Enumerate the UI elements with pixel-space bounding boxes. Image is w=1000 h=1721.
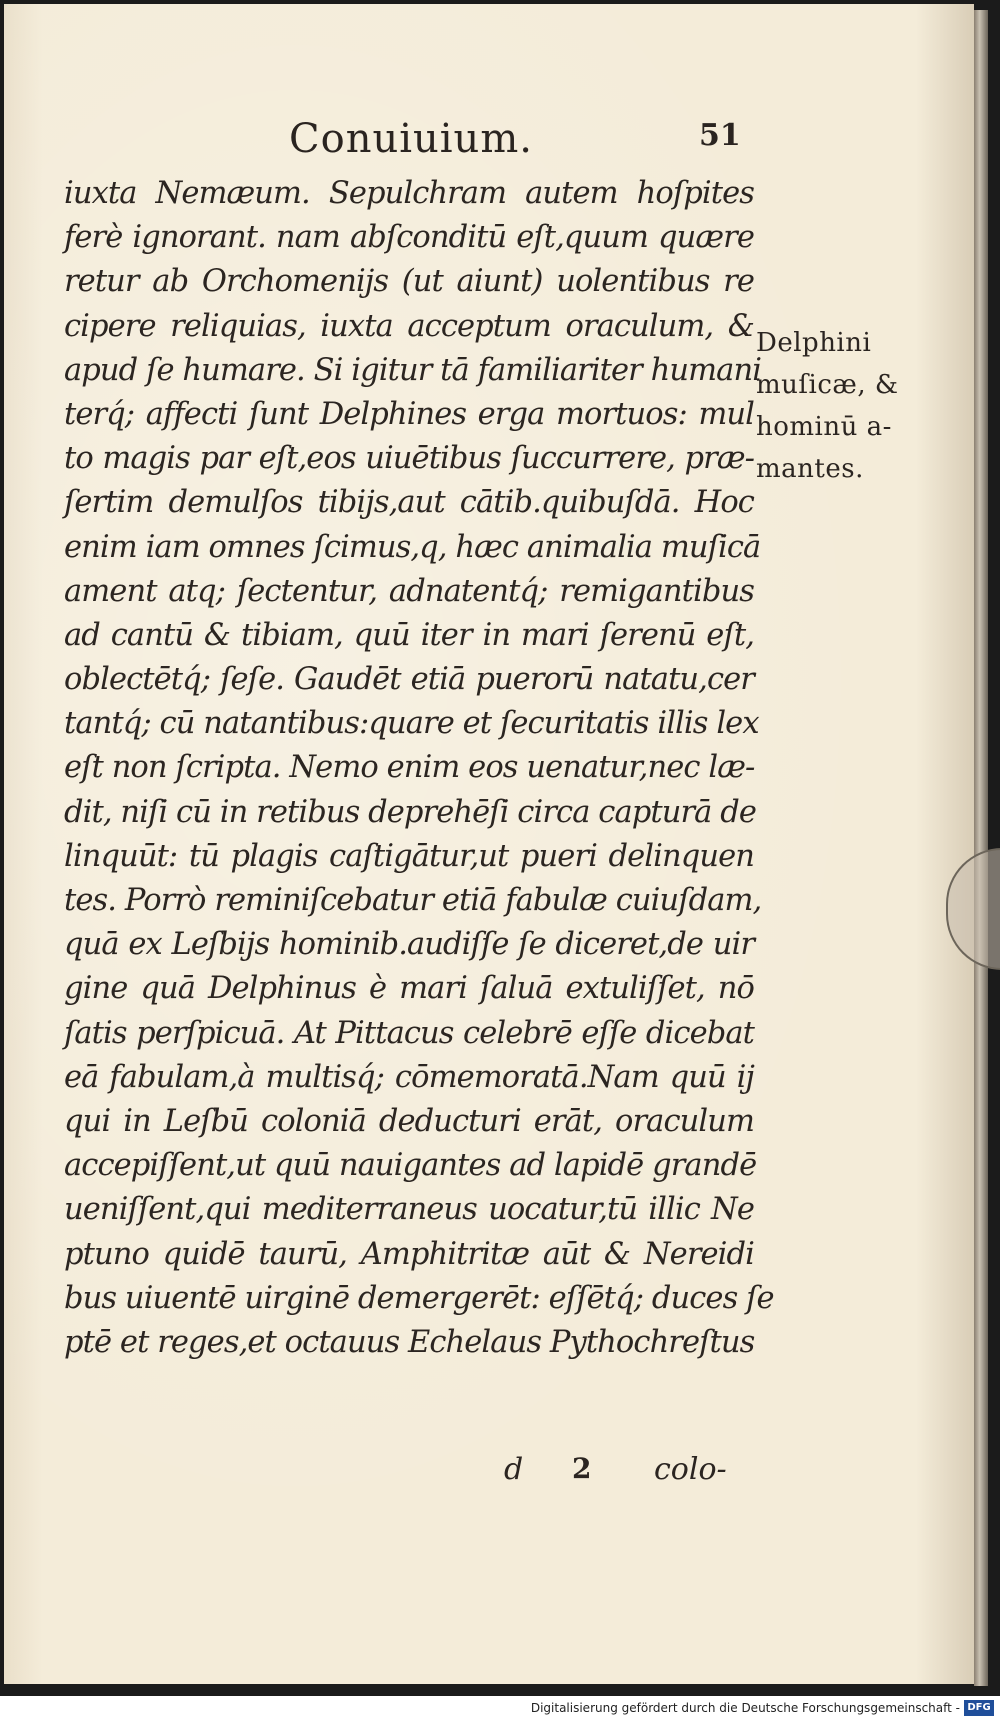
- text-line: bus uiuentē uirginē demergerēt: eſſētq́; duces ſe: [64, 1280, 774, 1316]
- text-line: oblectētq́; ſeſe. Gaudēt etiā puerorū natatu,cer: [64, 662, 754, 698]
- text-line: terq́; affecti ſunt Delphines erga mortuos: mul: [64, 396, 754, 432]
- text-line: qui in Leſbū coloniā deducturi erāt, oraculum: [64, 1103, 754, 1139]
- text-line: quā ex Leſbijs hominib.audiſſe ſe diceret,de uir: [64, 927, 754, 963]
- marginal-note-line: Delphini: [756, 328, 872, 358]
- text-line: gine quā Delphinus è mari ſaluā extuliſſet, nō: [64, 971, 754, 1007]
- dfg-logo-icon: DFG: [964, 1700, 994, 1716]
- marginal-note-line: muſicæ, &: [756, 370, 899, 400]
- marginal-note-line: hominū a-: [756, 412, 892, 442]
- text-line: ptē et reges,et octauus Echelaus Pythochreſtus: [64, 1324, 755, 1360]
- page-header: [289, 116, 749, 176]
- text-line: ferè ignorant. nam abſconditū eſt,quum quære: [64, 220, 754, 256]
- text-line: apud ſe humare. Si igitur tā familiariter humani: [64, 352, 762, 388]
- marginal-note: [756, 322, 926, 490]
- text-line: ſertim demulſos tibijs,aut cātib.quibuſdā. Hoc: [64, 485, 754, 521]
- page-footer: [504, 1452, 764, 1502]
- signature-mark: d: [504, 1452, 524, 1487]
- text-line: ad cantū & tibiam, quū iter in mari ſerenū eſt,: [64, 617, 754, 653]
- text-line: eā fabulam,à multisq́; cōmemoratā.Nam quū ij: [64, 1059, 754, 1095]
- text-line: linquūt: tū plagis caſtigātur,ut pueri delinquen: [64, 838, 754, 874]
- digitization-footer: [0, 1696, 1000, 1721]
- text-line: tantq́; cū natantibus:quare et ſecuritatis illis lex: [64, 706, 759, 742]
- text-line: ament atq; ſectentur, adnatentq́; remigantibus: [64, 573, 754, 609]
- text-line: ptuno quidē taurū, Amphitritæ aūt & Nereidi: [64, 1236, 754, 1272]
- text-line: retur ab Orchomenijs (ut aiunt) uolentibus re: [64, 264, 754, 300]
- text-line: ueniſſent,qui mediterraneus uocatur,tū illic Ne: [64, 1192, 754, 1228]
- body-text: [64, 172, 774, 1365]
- text-line: cipere reliquias, iuxta acceptum oraculum, &: [64, 308, 754, 344]
- text-line: tes. Porrò reminiſcebatur etiā fabulæ cuiuſdam,: [64, 883, 762, 918]
- book-page: [4, 4, 974, 1684]
- text-line: ſatis perſpicuā. At Pittacus celebrē eſſe dicebat: [64, 1015, 754, 1051]
- text-line: accepiſſent,ut quū nauigantes ad lapidē grandē: [64, 1148, 757, 1184]
- text-line: to magis par eſt,eos uiuētibus ſuccurrere, præ-: [64, 441, 754, 477]
- catchword: colo-: [654, 1452, 727, 1487]
- text-line: enim iam omnes ſcimus,q, hæc animalia muſicā: [64, 529, 761, 565]
- page-number: 51: [699, 118, 741, 153]
- dfg-credit-text: Digitalisierung gefördert durch die Deutsche Forschungsgemeinschaft -: [530, 1701, 960, 1715]
- running-title: Conuiuium.: [289, 116, 533, 162]
- signature-number: 2: [572, 1452, 592, 1485]
- text-line: eſt non ſcripta. Nemo enim eos uenatur,nec læ-: [64, 750, 755, 786]
- marginal-note-line: mantes.: [756, 454, 864, 484]
- book-fore-edge: [974, 10, 988, 1686]
- text-line: iuxta Nemæum. Sepulchram autem hoſpites: [64, 176, 754, 211]
- text-line: dit, niſi cū in retibus deprehēſi circa capturā de: [64, 794, 756, 830]
